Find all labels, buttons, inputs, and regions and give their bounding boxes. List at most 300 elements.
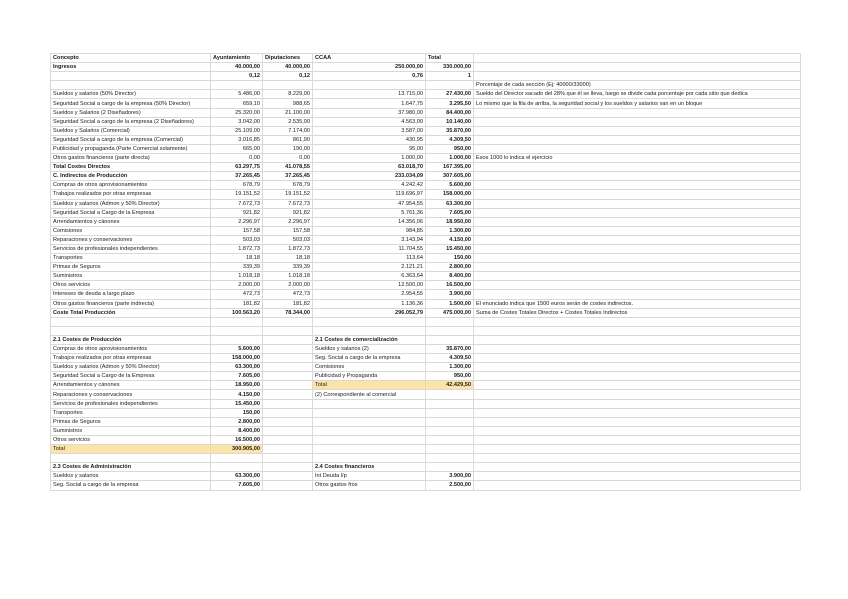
cell[interactable]: Otros gastos financieros (parte directa) — [51, 154, 211, 163]
cell[interactable]: 503,03 — [263, 235, 313, 244]
note-cell[interactable] — [474, 199, 801, 208]
cell[interactable]: 2.800,00 — [211, 417, 263, 426]
cell[interactable]: 157,58 — [263, 226, 313, 235]
cell[interactable]: Seguridad Social a cargo de la empresa (2 Diseñadores) — [51, 117, 211, 126]
cell[interactable]: 3.143,94 — [313, 235, 426, 244]
cell[interactable]: 63.018,70 — [313, 163, 426, 172]
cell[interactable]: 84.400,00 — [426, 108, 474, 117]
cell[interactable]: Sueldos y salarios (Admon y 50% Director) — [51, 199, 211, 208]
note-cell[interactable] — [474, 108, 801, 117]
cell[interactable]: 11.704,55 — [313, 244, 426, 253]
empty-cell[interactable] — [474, 172, 801, 181]
cell[interactable]: 25.109,00 — [211, 126, 263, 135]
empty-cell[interactable] — [474, 317, 801, 326]
cell[interactable]: 95,00 — [313, 144, 426, 153]
note-cell[interactable] — [474, 235, 801, 244]
empty-cell[interactable] — [263, 81, 313, 90]
ingresos-label[interactable]: Ingresos — [51, 63, 211, 72]
section-row — [51, 363, 801, 372]
empty-cell[interactable] — [474, 435, 801, 444]
cell[interactable]: 921,82 — [211, 208, 263, 217]
empty-cell[interactable] — [51, 72, 211, 81]
empty-cell[interactable] — [313, 454, 426, 463]
empty-cell[interactable] — [211, 317, 263, 326]
cell[interactable]: 7.174,00 — [263, 126, 313, 135]
cell[interactable]: 40.000,00 — [211, 63, 263, 72]
total-value[interactable]: 42.429,50 — [426, 381, 474, 390]
cell[interactable]: Primas de Seguros — [51, 263, 211, 272]
empty-cell[interactable] — [313, 445, 426, 454]
cell[interactable]: 63.297,75 — [211, 163, 263, 172]
empty-cell[interactable] — [263, 426, 313, 435]
cell[interactable]: Reparaciones y conservaciones — [51, 390, 211, 399]
cell[interactable]: 35.870,00 — [426, 345, 474, 354]
cell[interactable]: 250.000,00 — [313, 63, 426, 72]
empty-cell[interactable] — [474, 417, 801, 426]
section-title[interactable]: 2.1 Costes de Producción — [51, 335, 211, 344]
empty-cell[interactable] — [426, 326, 474, 335]
note-cell[interactable] — [474, 217, 801, 226]
empty-cell[interactable] — [474, 372, 801, 381]
cell[interactable]: Seguridad Social a Cargo de la Empresa — [51, 208, 211, 217]
cell[interactable]: 13.715,00 — [313, 90, 426, 99]
cell[interactable]: C. Indirectos de Producción — [51, 172, 211, 181]
empty-cell[interactable] — [263, 454, 313, 463]
empty-cell[interactable] — [263, 463, 313, 472]
empty-cell[interactable] — [426, 335, 474, 344]
cell[interactable]: 233.034,09 — [313, 172, 426, 181]
cell[interactable]: 16.500,00 — [211, 435, 263, 444]
empty-cell[interactable] — [474, 63, 801, 72]
section-title[interactable]: 2.4 Costes financieros — [313, 463, 426, 472]
cell[interactable]: 1.500,00 — [426, 299, 474, 308]
cell[interactable]: Compras de otros aprovisionamientos — [51, 345, 211, 354]
empty-cell[interactable] — [263, 345, 313, 354]
cell[interactable]: 8.400,00 — [426, 272, 474, 281]
cell[interactable]: 0,12 — [263, 72, 313, 81]
empty-cell[interactable] — [263, 481, 313, 490]
header-diputaciones[interactable]: Diputaciones — [263, 54, 313, 63]
cell[interactable]: 19.151,52 — [263, 190, 313, 199]
empty-cell[interactable] — [426, 417, 474, 426]
cell[interactable]: 950,00 — [426, 144, 474, 153]
note-cell[interactable]: Suma de Costes Totales Directos + Costes Totales Indirectos — [474, 308, 801, 317]
empty-cell[interactable] — [426, 317, 474, 326]
cell[interactable]: 2.296,97 — [211, 217, 263, 226]
cell[interactable]: 7.672,73 — [211, 199, 263, 208]
cell[interactable]: Trabajos realizados por otras empresas — [51, 354, 211, 363]
empty-cell[interactable] — [474, 381, 801, 390]
cell[interactable]: 665,00 — [211, 144, 263, 153]
cell[interactable]: 18,18 — [263, 254, 313, 263]
cell[interactable]: 25.320,00 — [211, 108, 263, 117]
cell[interactable]: 475.000,00 — [426, 308, 474, 317]
empty-cell[interactable] — [211, 326, 263, 335]
cell[interactable]: 1.000,00 — [426, 154, 474, 163]
cell[interactable]: 100.563,20 — [211, 308, 263, 317]
cell[interactable]: Intereses de deuda a largo plazo — [51, 290, 211, 299]
cell[interactable]: 2.800,00 — [426, 263, 474, 272]
cell[interactable]: 78.344,00 — [263, 308, 313, 317]
cell[interactable]: 3.042,00 — [211, 117, 263, 126]
cell[interactable]: 0,12 — [211, 72, 263, 81]
note-cell[interactable] — [474, 254, 801, 263]
total-label[interactable]: Total — [313, 381, 426, 390]
empty-cell[interactable] — [263, 381, 313, 390]
note-cell[interactable] — [474, 263, 801, 272]
cell[interactable]: 950,00 — [426, 372, 474, 381]
header-total[interactable]: Total — [426, 54, 474, 63]
cell[interactable]: Suministros — [51, 426, 211, 435]
cell[interactable]: Seguridad Social a cargo de la empresa (50% Director) — [51, 99, 211, 108]
cell[interactable]: 2.954,55 — [313, 290, 426, 299]
cell[interactable]: 2.535,00 — [263, 117, 313, 126]
cell[interactable]: 167.395,00 — [426, 163, 474, 172]
cell[interactable]: 1.300,00 — [426, 363, 474, 372]
cell[interactable]: Total Costes Directos — [51, 163, 211, 172]
cell[interactable]: 15.450,00 — [426, 244, 474, 253]
empty-cell[interactable] — [474, 481, 801, 490]
cell[interactable]: Arrendamientos y cánones — [51, 381, 211, 390]
empty-cell[interactable] — [263, 417, 313, 426]
cell[interactable]: 41.078,55 — [263, 163, 313, 172]
empty-cell[interactable] — [211, 454, 263, 463]
cell[interactable]: Otros gastos fros — [313, 481, 426, 490]
note-cell[interactable] — [474, 117, 801, 126]
cell[interactable]: 339,39 — [263, 263, 313, 272]
empty-cell[interactable] — [51, 326, 211, 335]
cell[interactable]: Seguridad Social a Cargo de la Empresa — [51, 372, 211, 381]
cell[interactable]: 63.300,00 — [426, 199, 474, 208]
cell[interactable]: Sueldos y Salarios (2 Diseñadores) — [51, 108, 211, 117]
note-cell[interactable]: El enunciado indica que 1500 euros serán de costes indirectos. — [474, 299, 801, 308]
cell[interactable]: 1.872,73 — [211, 244, 263, 253]
empty-cell[interactable] — [426, 390, 474, 399]
cell[interactable]: 0,00 — [263, 154, 313, 163]
cell[interactable]: Int Deuda l/p — [313, 472, 426, 481]
cell[interactable]: 2.296,97 — [263, 217, 313, 226]
cell[interactable]: 659,10 — [211, 99, 263, 108]
note-cell[interactable] — [474, 181, 801, 190]
cell[interactable]: 10.140,00 — [426, 117, 474, 126]
cell[interactable]: 988,65 — [263, 99, 313, 108]
cell[interactable]: 2.121,21 — [313, 263, 426, 272]
cell[interactable]: 181,82 — [263, 299, 313, 308]
total-label[interactable]: Total — [51, 445, 211, 454]
empty-cell[interactable] — [51, 454, 211, 463]
cell[interactable]: 150,00 — [426, 254, 474, 263]
empty-cell[interactable] — [474, 445, 801, 454]
note-cell[interactable]: Sueldo del Director sacado del 28% que él se lleva, luego se divide cada porcentaje por cada sitio que dedica — [474, 90, 801, 99]
cell[interactable]: 37.265,45 — [211, 172, 263, 181]
cell[interactable]: Sueldos y salarios (Admon y 50% Director) — [51, 363, 211, 372]
cell[interactable]: 1.000,00 — [313, 154, 426, 163]
empty-cell[interactable] — [263, 399, 313, 408]
empty-cell[interactable] — [426, 426, 474, 435]
cell[interactable]: 3.016,85 — [211, 135, 263, 144]
footnote[interactable]: (2) Correspondiente al comercial — [313, 390, 426, 399]
empty-cell[interactable] — [474, 326, 801, 335]
empty-cell[interactable] — [474, 472, 801, 481]
cell[interactable]: Seg. Social a cargo de la empresa — [313, 354, 426, 363]
cell[interactable]: Comisiones — [313, 363, 426, 372]
cell[interactable]: Suministros — [51, 272, 211, 281]
empty-cell[interactable] — [426, 454, 474, 463]
cell[interactable]: Otros servicios — [51, 281, 211, 290]
empty-cell[interactable] — [426, 408, 474, 417]
cell[interactable]: 18.950,00 — [426, 217, 474, 226]
empty-cell[interactable] — [474, 54, 801, 63]
cell[interactable]: Sueldos y Salarios (Comercial) — [51, 126, 211, 135]
note-cell[interactable] — [474, 290, 801, 299]
empty-cell[interactable] — [474, 354, 801, 363]
section-title[interactable]: 2.3 Costes de Administración — [51, 463, 211, 472]
section-title[interactable]: 2.1 Costes de comercialización — [313, 335, 426, 344]
empty-cell[interactable] — [263, 372, 313, 381]
empty-cell[interactable] — [313, 399, 426, 408]
cell[interactable]: Seg. Social a cargo de la empresa — [51, 481, 211, 490]
cell[interactable]: Coste Total Producción — [51, 308, 211, 317]
cell[interactable]: Transportes — [51, 408, 211, 417]
cell[interactable]: 35.870,00 — [426, 126, 474, 135]
cell[interactable]: 7.605,00 — [211, 481, 263, 490]
section-row — [51, 354, 801, 363]
cell[interactable]: 8.229,00 — [263, 90, 313, 99]
indirect-cost-row — [51, 263, 801, 272]
empty-cell[interactable] — [474, 335, 801, 344]
empty-cell[interactable] — [474, 463, 801, 472]
empty-cell[interactable] — [474, 363, 801, 372]
section-total-row — [51, 445, 801, 454]
cell[interactable]: 3.900,00 — [426, 472, 474, 481]
empty-cell[interactable] — [313, 408, 426, 417]
empty-cell[interactable] — [474, 399, 801, 408]
cell[interactable]: 3.900,00 — [426, 290, 474, 299]
empty-cell[interactable] — [263, 317, 313, 326]
cell[interactable]: 984,85 — [313, 226, 426, 235]
empty-cell[interactable] — [263, 445, 313, 454]
cell[interactable]: 7.605,00 — [211, 372, 263, 381]
cell[interactable]: 113,64 — [313, 254, 426, 263]
note-cell[interactable] — [474, 208, 801, 217]
empty-cell[interactable] — [426, 399, 474, 408]
cell[interactable]: Sueldos y salarios — [51, 472, 211, 481]
cell[interactable]: 472,73 — [211, 290, 263, 299]
cell[interactable]: 4.309,50 — [426, 135, 474, 144]
cell[interactable]: 1.018,18 — [211, 272, 263, 281]
cell[interactable]: 7.605,00 — [426, 208, 474, 217]
cell[interactable]: 1.300,00 — [426, 226, 474, 235]
empty-cell[interactable] — [51, 317, 211, 326]
cell[interactable]: 5.486,00 — [211, 90, 263, 99]
cell[interactable]: Comisiones — [51, 226, 211, 235]
empty-cell[interactable] — [313, 417, 426, 426]
empty-cell[interactable] — [313, 326, 426, 335]
cell[interactable]: 37.980,00 — [313, 108, 426, 117]
cell[interactable]: 1.872,73 — [263, 244, 313, 253]
empty-cell[interactable] — [263, 472, 313, 481]
cell[interactable]: 861,90 — [263, 135, 313, 144]
cell[interactable]: 430,95 — [313, 135, 426, 144]
cell[interactable]: 5.600,00 — [211, 345, 263, 354]
cell[interactable]: 6.363,64 — [313, 272, 426, 281]
note-cell[interactable] — [474, 281, 801, 290]
header-ayuntamiento[interactable]: Ayuntamiento — [211, 54, 263, 63]
blank-row — [51, 317, 801, 326]
cell[interactable]: 1.018,18 — [263, 272, 313, 281]
empty-cell[interactable] — [313, 426, 426, 435]
cell[interactable]: 27.430,00 — [426, 90, 474, 99]
cell[interactable]: 18.950,00 — [211, 381, 263, 390]
empty-cell[interactable] — [313, 435, 426, 444]
cell[interactable]: 921,82 — [263, 208, 313, 217]
empty-cell[interactable] — [426, 445, 474, 454]
cell[interactable]: 307.605,00 — [426, 172, 474, 181]
cell[interactable]: Otros servicios — [51, 435, 211, 444]
cell[interactable]: 7.672,73 — [263, 199, 313, 208]
cell[interactable]: 4.309,50 — [426, 354, 474, 363]
cell[interactable]: 63.300,00 — [211, 472, 263, 481]
cell[interactable]: 15.450,00 — [211, 399, 263, 408]
empty-cell[interactable] — [211, 335, 263, 344]
note-row — [51, 81, 801, 90]
cell[interactable]: 8.400,00 — [211, 426, 263, 435]
cell[interactable]: 40.000,00 — [263, 63, 313, 72]
note-cell[interactable] — [474, 244, 801, 253]
cell[interactable]: 3.295,50 — [426, 99, 474, 108]
cell[interactable]: Trabajos realizados por otras empresas — [51, 190, 211, 199]
cell[interactable]: 330.000,00 — [426, 63, 474, 72]
cell[interactable]: 5.761,36 — [313, 208, 426, 217]
empty-cell[interactable] — [474, 390, 801, 399]
cell[interactable]: Primas de Seguros — [51, 417, 211, 426]
cell[interactable]: 4.150,00 — [426, 235, 474, 244]
cell[interactable]: 2.000,00 — [211, 281, 263, 290]
cell[interactable]: 37.265,45 — [263, 172, 313, 181]
empty-cell[interactable] — [263, 363, 313, 372]
empty-cell[interactable] — [474, 454, 801, 463]
cell[interactable]: 158.000,00 — [211, 354, 263, 363]
spreadsheet — [50, 53, 801, 491]
cell[interactable]: 2.500,00 — [426, 481, 474, 490]
cost-table — [50, 53, 801, 491]
cell[interactable]: 4.242,42 — [313, 181, 426, 190]
note-cell[interactable] — [474, 226, 801, 235]
cell[interactable]: 472,73 — [263, 290, 313, 299]
note-cell[interactable] — [474, 135, 801, 144]
empty-cell[interactable] — [211, 463, 263, 472]
empty-cell[interactable] — [51, 81, 211, 90]
cell[interactable]: Compras de otros aprovisionamientos — [51, 181, 211, 190]
cell[interactable]: Publicidad y Propaganda — [313, 372, 426, 381]
cell[interactable]: 678,79 — [263, 181, 313, 190]
cell[interactable]: 63.300,00 — [211, 363, 263, 372]
cell[interactable]: Servicios de profesionales independientes — [51, 244, 211, 253]
empty-cell[interactable] — [474, 163, 801, 172]
cell[interactable]: 4.563,00 — [313, 117, 426, 126]
cell[interactable]: 12.500,00 — [313, 281, 426, 290]
cell[interactable]: 47.954,55 — [313, 199, 426, 208]
total-value[interactable]: 300.905,00 — [211, 445, 263, 454]
empty-cell[interactable] — [263, 326, 313, 335]
cell[interactable]: 5.600,00 — [426, 181, 474, 190]
empty-cell[interactable] — [263, 390, 313, 399]
cell[interactable]: Sueldos y salarios (50% Director) — [51, 90, 211, 99]
empty-cell[interactable] — [474, 345, 801, 354]
cell[interactable]: Transportes — [51, 254, 211, 263]
cell[interactable]: Reparaciones y conservaciones — [51, 235, 211, 244]
cell[interactable]: Sueldos y salarios (2) — [313, 345, 426, 354]
empty-cell[interactable] — [263, 435, 313, 444]
cell[interactable]: 158.000,00 — [426, 190, 474, 199]
cell[interactable]: Otros gastos financieros (parte indirecta) — [51, 299, 211, 308]
cell[interactable]: 181,82 — [211, 299, 263, 308]
cell[interactable]: 1 — [426, 72, 474, 81]
empty-cell[interactable] — [426, 463, 474, 472]
cell[interactable]: 0,76 — [313, 72, 426, 81]
cell[interactable]: 503,03 — [211, 235, 263, 244]
indirect-cost-row — [51, 217, 801, 226]
empty-cell[interactable] — [313, 81, 426, 90]
cell[interactable]: 0,00 — [211, 154, 263, 163]
note-cell[interactable] — [474, 126, 801, 135]
empty-cell[interactable] — [426, 435, 474, 444]
empty-cell[interactable] — [263, 354, 313, 363]
note-cell[interactable]: Lo mismo que la fila de arriba, la seguridad social y los sueldos y salarios van en un bloque — [474, 99, 801, 108]
section-row — [51, 399, 801, 408]
cell[interactable]: 18,18 — [211, 254, 263, 263]
note-cell[interactable]: Esos 1000 lo indica el ejercicio — [474, 154, 801, 163]
cell[interactable]: 296.052,79 — [313, 308, 426, 317]
empty-cell[interactable] — [211, 81, 263, 90]
cell[interactable]: 21.100,00 — [263, 108, 313, 117]
cell[interactable]: 3.587,00 — [313, 126, 426, 135]
indirect-cost-row — [51, 235, 801, 244]
empty-cell[interactable] — [474, 72, 801, 81]
header-ccaa[interactable]: CCAA — [313, 54, 426, 63]
cell[interactable]: 4.150,00 — [211, 390, 263, 399]
empty-cell[interactable] — [313, 317, 426, 326]
cell[interactable]: Publicidad y propaganda (Parte Comercial solamente) — [51, 144, 211, 153]
cell[interactable]: 119.696,97 — [313, 190, 426, 199]
empty-cell[interactable] — [263, 408, 313, 417]
cell[interactable]: 16.500,00 — [426, 281, 474, 290]
cell[interactable]: 157,58 — [211, 226, 263, 235]
note-cell[interactable] — [474, 272, 801, 281]
note-cell[interactable] — [474, 190, 801, 199]
cell[interactable]: 339,39 — [211, 263, 263, 272]
cell[interactable]: 678,79 — [211, 181, 263, 190]
cell[interactable]: 190,00 — [263, 144, 313, 153]
cell[interactable]: Arrendamientos y cánones — [51, 217, 211, 226]
cell[interactable]: 1.136,36 — [313, 299, 426, 308]
cell[interactable]: Seguridad Social a cargo de la empresa (Comercial) — [51, 135, 211, 144]
cell[interactable]: 14.356,06 — [313, 217, 426, 226]
cell[interactable]: 150,00 — [211, 408, 263, 417]
header-concepto[interactable]: Concepto — [51, 54, 211, 63]
cell[interactable]: Servicios de profesionales independientes — [51, 399, 211, 408]
empty-cell[interactable] — [474, 408, 801, 417]
cell[interactable]: 19.151,52 — [211, 190, 263, 199]
empty-cell[interactable] — [426, 81, 474, 90]
blank-row — [51, 326, 801, 335]
cell[interactable]: 1.647,75 — [313, 99, 426, 108]
porcentaje-note[interactable]: Porcentaje de cada sección (Ej: 40000/33000) — [474, 81, 801, 90]
empty-cell[interactable] — [474, 426, 801, 435]
empty-cell[interactable] — [263, 335, 313, 344]
note-cell[interactable] — [474, 144, 801, 153]
cell[interactable]: 2.000,00 — [263, 281, 313, 290]
